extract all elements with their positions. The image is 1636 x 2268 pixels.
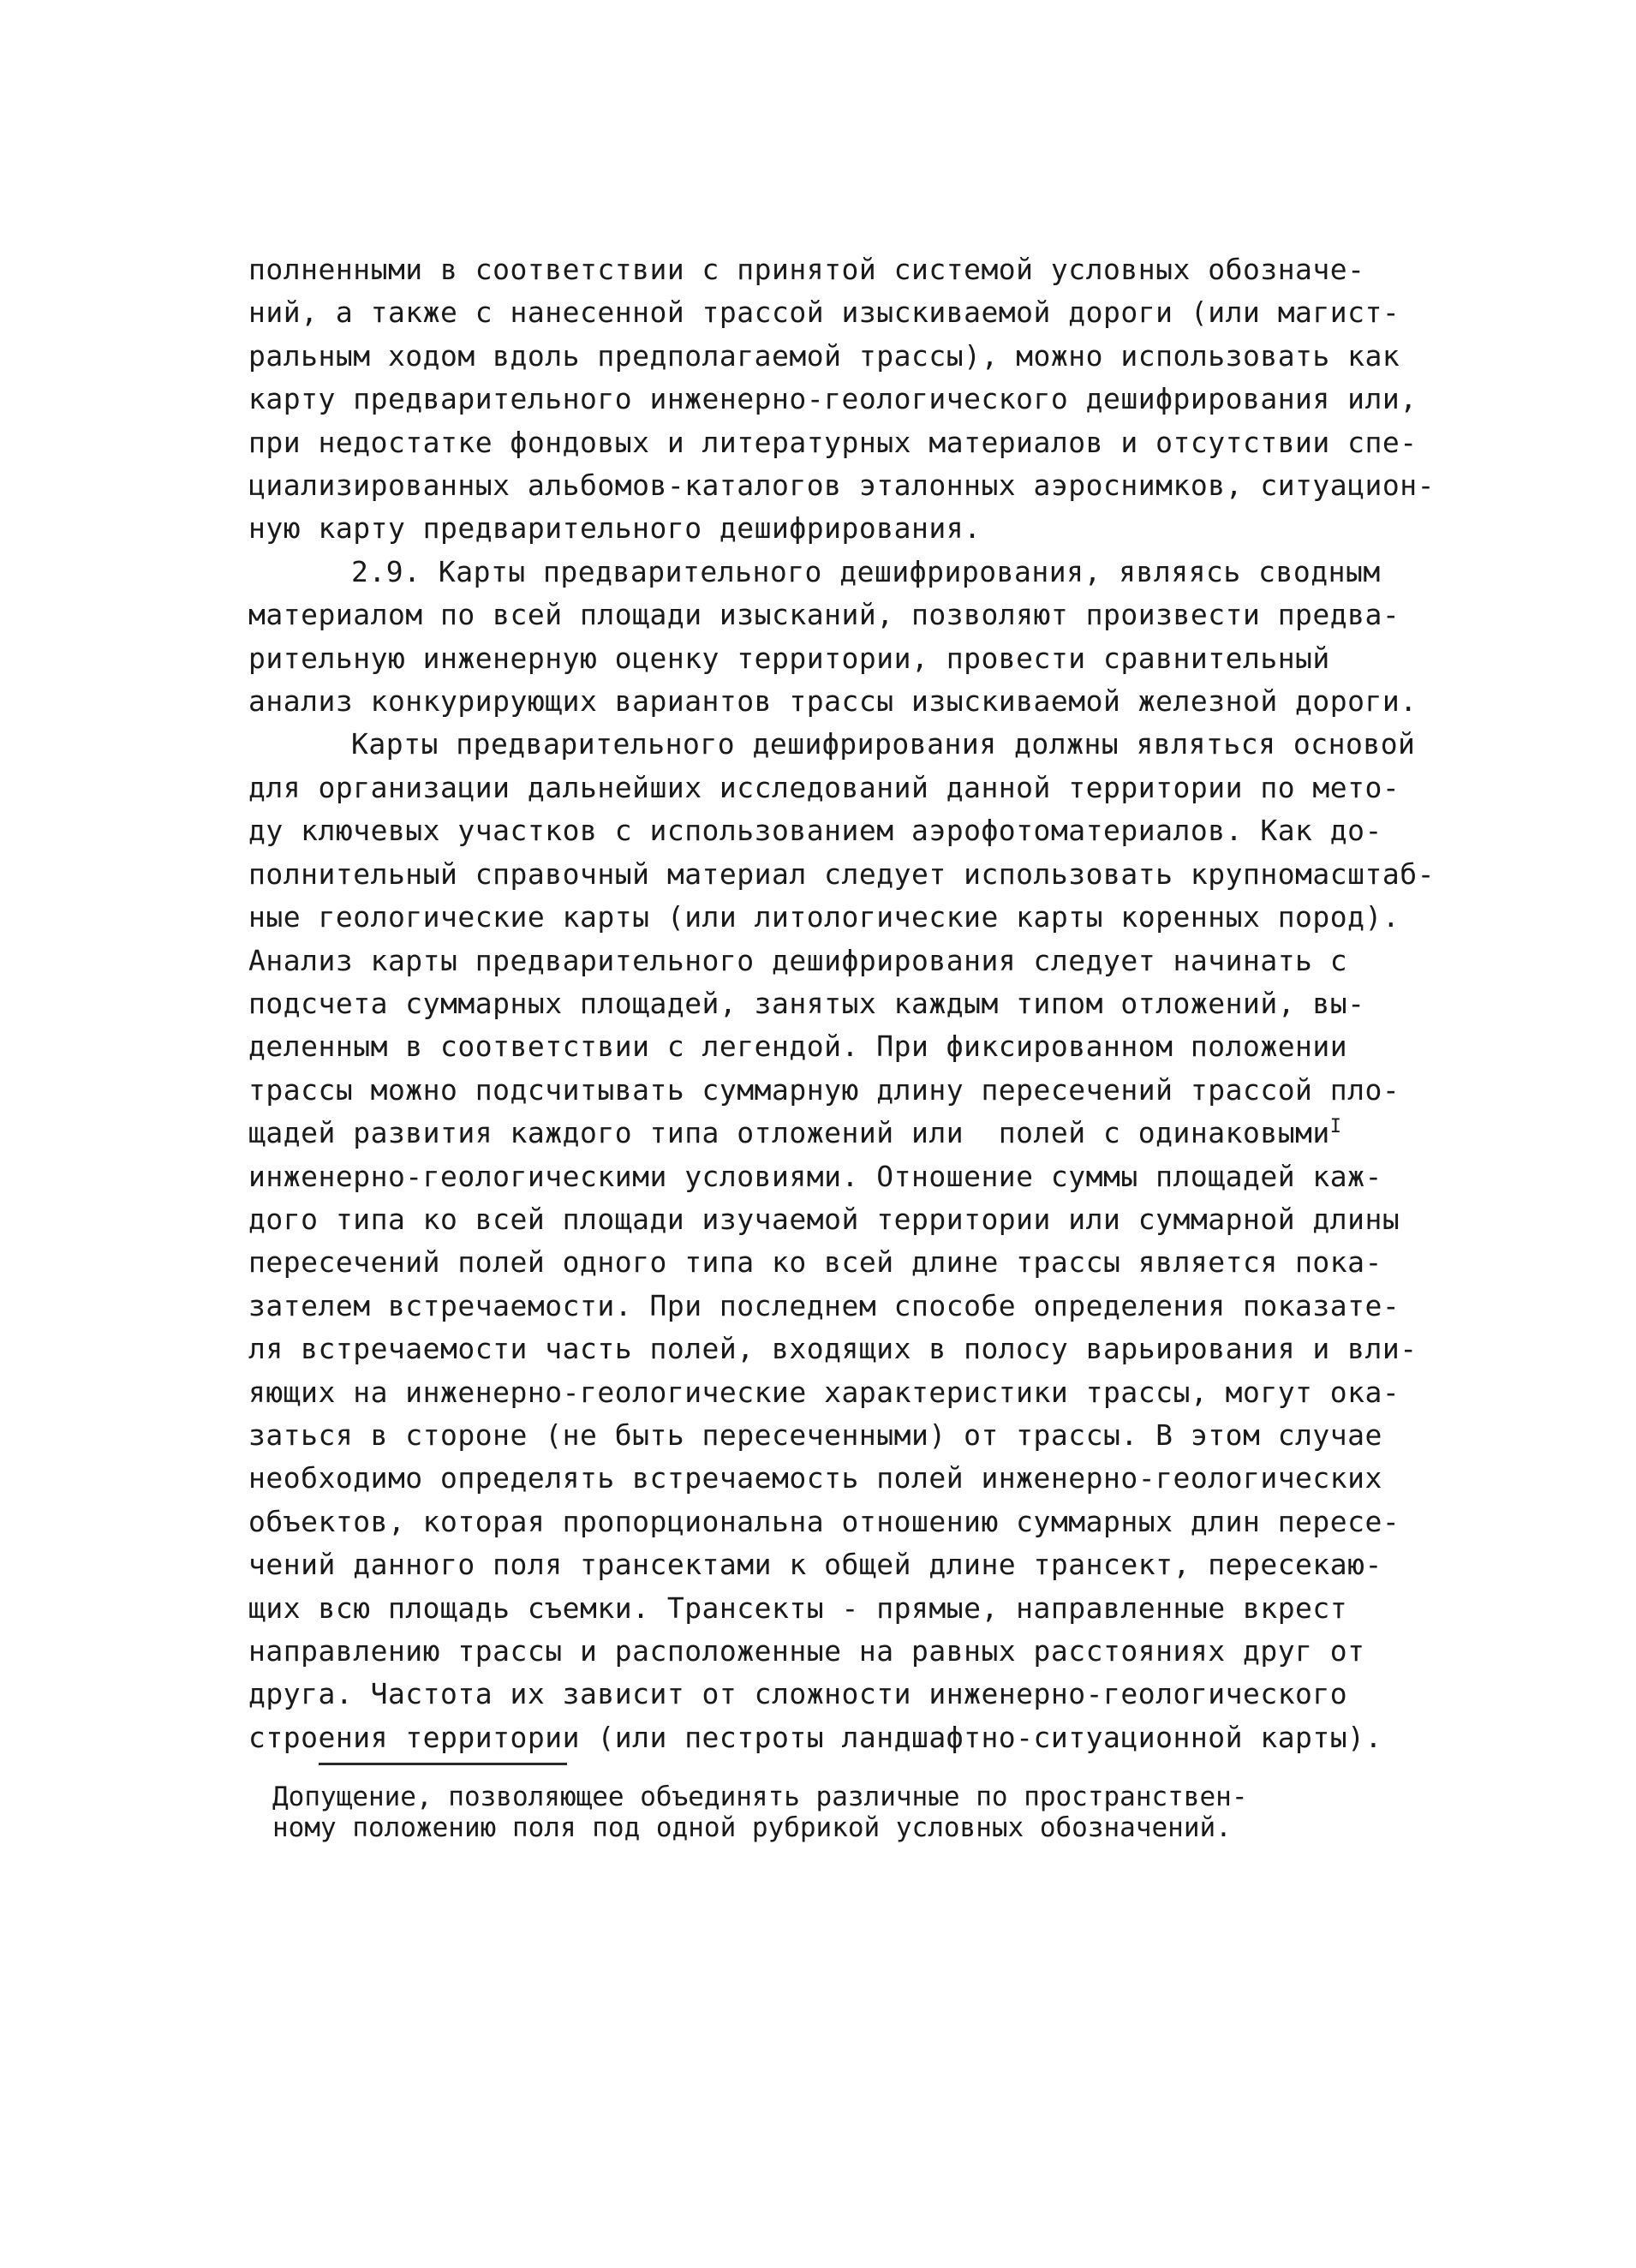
text-line: дого типа ко всей площади изучаемой территории или суммарной длины — [248, 1202, 1400, 1236]
text-line: ную карту предварительного дешифрирования. — [248, 511, 982, 546]
text-line: инженерно-геологическими условиями. Отношение суммы площадей каж- — [248, 1159, 1382, 1193]
text-line: яющих на инженерно-геологические характеристики трассы, могут ока- — [248, 1375, 1400, 1409]
text-line: щих всю площадь съемки. Трансекты - прямые, направленные вкрест — [248, 1591, 1348, 1625]
text-line: зателем встречаемости. При последнем способе определения показате- — [248, 1288, 1400, 1322]
text-line-with-footnote — [248, 1112, 1439, 1155]
text-line: ду ключевых участков с использованием аэрофотоматериалов. Как до- — [248, 814, 1382, 848]
text-line: карту предварительного инженерно-геологического дешифрирования или, — [248, 382, 1418, 416]
text-line: при недостатке фондовых и литературных материалов и отсутствии спе- — [248, 425, 1418, 459]
text-line: рительную инженерную оценку территории, провести сравнительный — [248, 641, 1330, 675]
text-line: ля встречаемости часть полей, входящих в полосу варьирования и вли- — [248, 1332, 1418, 1366]
text-line: подсчета суммарных площадей, занятых каждым типом отложений, вы- — [248, 986, 1365, 1020]
text-line: чений данного поля трансектами к общей длине трансект, пересекаю- — [248, 1548, 1382, 1582]
text-line: необходимо определять встречаемость полей инженерно-геологических — [248, 1461, 1382, 1495]
text-line: деленным в соответствии с легендой. При фиксированном положении — [248, 1030, 1348, 1064]
footnote-divider — [319, 1763, 567, 1765]
text-line: строения территории (или пестроты ландшафтно-ситуационной карты). — [248, 1720, 1382, 1754]
text-line: ний, а также с нанесенной трассой изыскиваемой дороги (или магист- — [248, 295, 1400, 330]
text-line: ральным ходом вдоль предполагаемой трассы), можно использовать как — [248, 338, 1400, 373]
text-line: полнительный справочный материал следует использовать крупномасштаб- — [248, 856, 1436, 891]
text-line: анализ конкурирующих вариантов трассы изыскиваемой железной дороги. — [248, 684, 1418, 719]
footnote-line: Допущение, позволяющее объединять различные по пространствен- — [272, 1782, 1248, 1812]
footnote — [272, 1782, 1386, 1843]
text-line: объектов, которая пропорциональна отношению суммарных длин пересе- — [248, 1504, 1400, 1538]
text-line: Анализ карты предварительного дешифрирования следует начинать с — [248, 943, 1348, 977]
text-line: друга. Частота их зависит от сложности инженерно-геологического — [248, 1677, 1348, 1711]
text-line: полненными в соответствии с принятой системой условных обозначе- — [248, 253, 1365, 286]
text-line-content: щадей развития каждого типа отложений или полей с одинаковыми — [248, 1116, 1330, 1150]
text-line: трассы можно подсчитывать суммарную длину пересечений трассой пло- — [248, 1072, 1400, 1107]
footnote-line: ному положению поля под одной рубрикой условных обозначений. — [272, 1812, 1232, 1843]
text-line: материалом по всей площади изысканий, позволяют произвести предва- — [248, 598, 1400, 632]
footnote-marker: I — [1329, 1116, 1342, 1138]
text-line: пересечений полей одного типа ко всей длине трассы является пока- — [248, 1245, 1382, 1280]
text-line: заться в стороне (не быть пересеченными) от трассы. В этом случае — [248, 1418, 1382, 1452]
paragraph-start-line: Карты предварительного дешифрирования должны являться основой — [351, 727, 1416, 761]
text-line: для организации дальнейших исследований данной территории по мето- — [248, 770, 1400, 804]
main-text — [248, 248, 1439, 1759]
text-line: циализированных альбомов-каталогов эталонных аэроснимков, ситуацион- — [248, 469, 1436, 503]
text-line: направлению трассы и расположенные на равных расстояниях друг от — [248, 1634, 1365, 1668]
paragraph-start-line: 2.9. Карты предварительного дешифрирования, являясь сводным — [351, 554, 1381, 588]
text-line: ные геологические карты (или литологические карты коренных пород). — [248, 900, 1400, 934]
